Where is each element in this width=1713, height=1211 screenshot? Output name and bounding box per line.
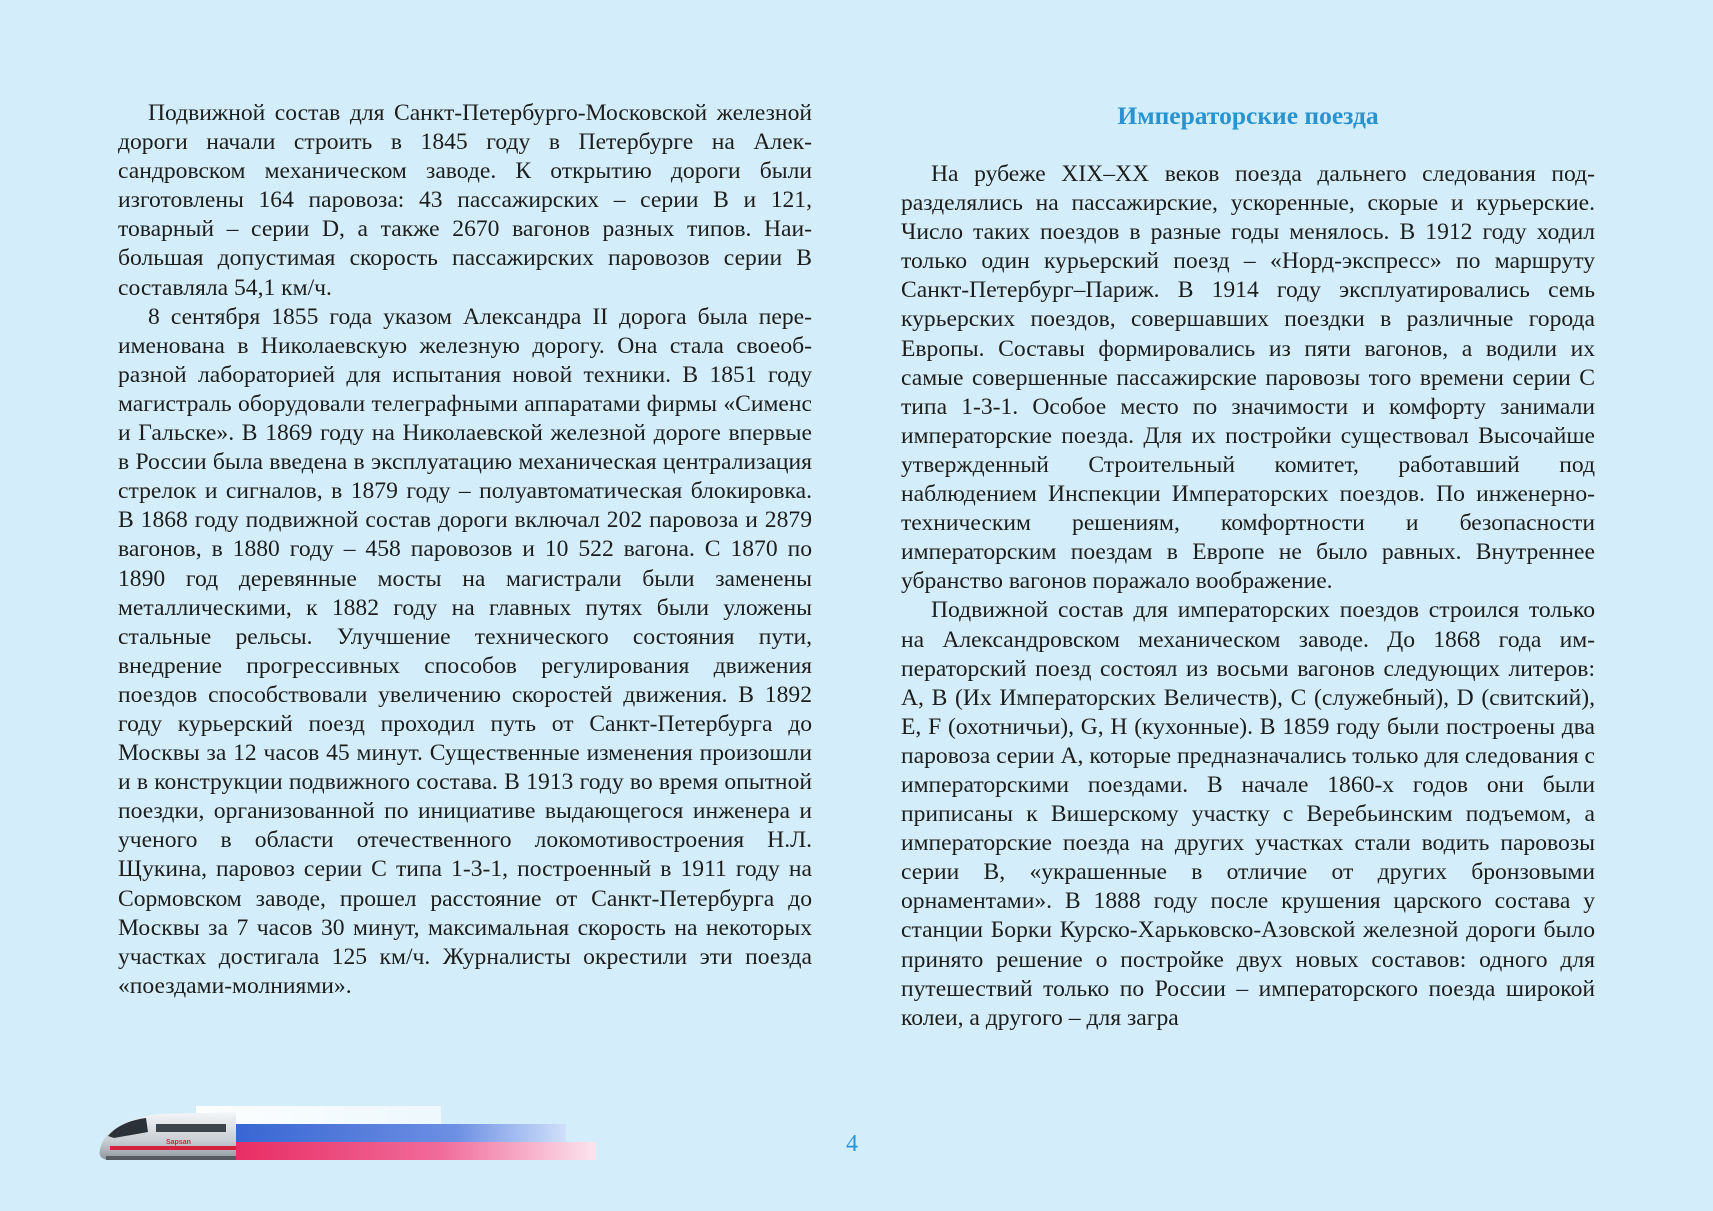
right-column (901, 160, 1595, 1033)
flag-stripe-red (206, 1142, 596, 1160)
page-number: 4 (846, 1131, 858, 1157)
left-paragraph-1: Подвижной состав для Санкт-Петербурго-Московской железной дороги начали строить в 1845 году в Петербурге на Александровском механическом заводе. К открытию дороги были изготовлены 164 паровоза: 43 пассажирских – серии В и 121, товарный – серии D, а также 2670 вагонов разных типов. Наибольшая допустимая скорость пассажирских паровозов серии В составляла 54,1 км/ч. (118, 100, 812, 301)
flag-stripe-blue (196, 1124, 566, 1142)
train-icon (99, 1112, 236, 1160)
left-paragraph-2: 8 сентября 1855 года указом Александра II дорога была переименована в Николаевскую железную дорогу. Она стала своеобразной лабораторией для испытания новой техники. В 1851 году магистраль оборудовали телеграфными аппаратами фирмы «Сименс и Гальске». В 1869 году на Николаевской железной дороге впервые в России была введена в эксплуатацию механическая централизация стрелок и сигналов, в 1879 году – полуавтоматическая блокировка. В 1868 году подвижной состав дороги включал 202 паровоза и 2879 вагонов, в 1880 году – 458 паровозов и 10 522 вагона. С 1870 по 1890 год деревянные мосты на магистрали были заменены металлическими, к 1882 году на главных путях были уложены стальные рельсы. Улучшение технического состояния пути, внедрение прогрессивных способов регулирования движения поездов способствовали увеличению скоростей движения. В 1892 году курьерский поезд проходил путь от Санкт-Петербурга до Москвы за 12 часов 45 минут. Существенные изменения произошли и в конструкции подвижного состава. В 1913 году во время опытной поездки, организованной по инициативе выдающегося инженера и ученого в области отечественного локомотивостроения Н.Л. Щукина, паровоз серии С типа 1-3-1, построенный в 1911 году на Сормовском заводе, прошел расстояние от Санкт-Петербурга до Москвы за 7 часов 30 минут, максимальная скорость на некоторых участках достигала 125 км/ч. Журналисты окрестили эти поезда «поездами-молниями». (118, 303, 812, 999)
left-column (118, 99, 812, 1001)
section-heading: Императорские поезда (1117, 101, 1379, 130)
train-logo-text: Sapsan (166, 1139, 191, 1146)
train-banner (96, 1098, 596, 1170)
right-paragraph-2: Подвижной состав для императорских поездов строился только на Александровском механическом заводе. До 1868 года императорский поезд состоял из восьми вагонов следующих литеров: А, В (Их Императорских Величеств), С (служебный), D (свитский), Е, F (охотничьи), G, Н (кухонные). В 1859 году были построены два паровоза серии А, которые предназначались только для следования с императорскими поездами. В начале 1860-х годов они были приписаны к Вишерскому участку с Веребьинским подъемом, а императорские поезда на других участках стали водить паровозы серии В, «украшенные в отличие от других бронзовыми орнаментами». В 1888 году после крушения царского состава у станции Борки Курско-Харьковско-Азовской железной дороги было принято решение о постройке двух новых составов: одного для путешествий только по России – императорского поезда широкой колеи, а другого – для загра (901, 597, 1595, 1031)
right-paragraph-1: На рубеже XIX–XX веков поезда дальнего следования подразделялись на пассажирские, ускоренные, скорые и курьерские. Число таких поездов в разные годы менялось. В 1912 году ходил только один курьерский поезд – «Норд-экспресс» по маршруту Санкт-Петербург–Париж. В 1914 году эксплуатировались семь курьерских поездов, совершавших поездки в различные города Европы. Составы формировались из пяти вагонов, а водили их самые совершенные пассажирские паровозы того времени серии С типа 1-3-1. Особое место по значимости и комфорту занимали императорские поезда. Для их постройки существовал Высочайше утвержденный Строительный комитет, работавший под наблюдением Инспекции Императорских поездов. По инженерно-техническим решениям, комфортности и безопасности императорским поездам в Европе не было равных. Внутреннее убранство вагонов поражало воображение. (901, 161, 1595, 595)
